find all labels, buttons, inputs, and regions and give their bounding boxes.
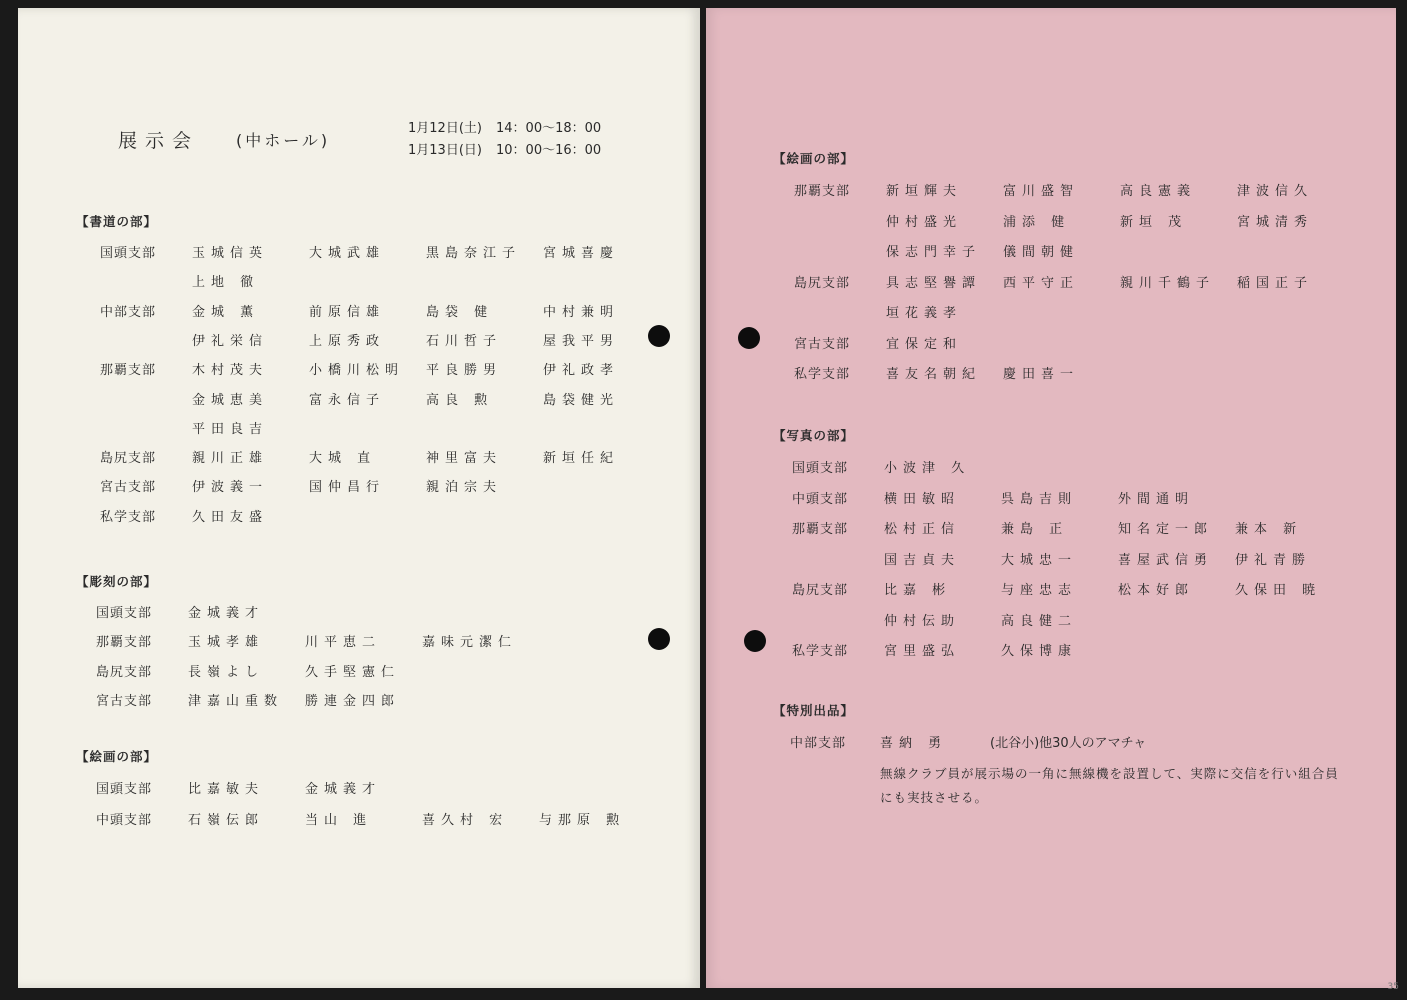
exhibitor-name: 親泊宗夫 — [426, 480, 503, 496]
exhibitor-names — [192, 301, 660, 320]
exhibitor-name: 平田良吉 — [192, 421, 269, 437]
special-note-line: にも実技させる。 — [880, 790, 989, 805]
section-heading-special: 【特別出品】 — [773, 703, 855, 718]
exhibitor-row — [96, 602, 305, 621]
exhibitor-name: 兼本 新 — [1235, 522, 1303, 537]
schedule-date: 1月12日(土) — [408, 121, 482, 136]
branch-label: 宮古支部 — [794, 336, 851, 352]
exhibitor-name: 新垣 茂 — [1120, 214, 1188, 230]
branch-label: 中頭支部 — [792, 491, 849, 507]
section-heading-calligraphy: 【書道の部】 — [76, 214, 158, 229]
exhibitor-name: 喜屋武信勇 — [1118, 552, 1214, 568]
exhibitor-name: 伊礼青勝 — [1235, 552, 1312, 568]
page-number: 35 — [1387, 982, 1399, 992]
exhibitor-row — [792, 549, 1352, 568]
exhibitor-name: 親川正雄 — [192, 451, 269, 467]
branch-label: 島尻支部 — [96, 664, 153, 680]
exhibitor-name: 喜友名朝紀 — [886, 367, 982, 382]
special-note-line: 無線クラブ員が展示場の一角に無線機を設置して、実際に交信を行い組合員 — [880, 766, 1339, 781]
exhibitor-row — [100, 242, 660, 261]
exhibitor-row — [100, 359, 660, 378]
exhibitor-name: 新垣輝夫 — [886, 184, 963, 199]
section-heading-photography: 【写真の部】 — [773, 428, 855, 443]
exhibitor-name: 浦添 健 — [1003, 214, 1071, 230]
exhibitor-names — [192, 271, 309, 290]
exhibitor-row — [100, 418, 309, 437]
exhibitor-names — [886, 333, 1003, 352]
section-heading-painting: 【絵画の部】 — [773, 151, 855, 166]
exhibitor-row — [100, 447, 660, 466]
exhibitor-names — [188, 631, 539, 650]
exhibitor-row — [100, 389, 660, 408]
exhibitor-name: 保志門幸子 — [886, 245, 982, 260]
exhibitor-name: 宜保定和 — [886, 336, 963, 352]
exhibitor-name: 外間通明 — [1118, 491, 1195, 507]
exhibitor-name: 津波信久 — [1237, 184, 1314, 199]
branch-label: 中頭支部 — [96, 812, 153, 828]
exhibitor-names — [884, 610, 1118, 629]
schedule-date: 1月13日(日) — [408, 143, 482, 158]
exhibitor-row — [792, 457, 1001, 476]
exhibitor-name: 伊礼政孝 — [543, 363, 620, 379]
exhibitor-name: 具志堅譽譚 — [886, 275, 982, 291]
page-subtitle: (中ホール) — [236, 131, 331, 150]
exhibitor-row — [792, 640, 1118, 659]
exhibitor-name: 金城義才 — [188, 606, 265, 621]
exhibitor-row — [96, 661, 422, 680]
exhibitor-name: 兼島 正 — [1001, 522, 1069, 537]
exhibitor-name: 仲村盛光 — [886, 214, 963, 230]
exhibitor-row — [792, 579, 1352, 598]
exhibitor-names — [192, 418, 309, 437]
exhibitor-name: 伊礼栄信 — [192, 333, 269, 349]
exhibitor-name: 久保田 暁 — [1235, 583, 1322, 598]
exhibitor-name: 伊波義一 — [192, 480, 269, 496]
exhibitor-name: 屋我平男 — [543, 333, 620, 349]
exhibitor-name: 宮城清秀 — [1237, 214, 1314, 230]
exhibitor-names — [884, 518, 1352, 537]
exhibitor-names — [886, 272, 1354, 291]
exhibitor-name: 西平守正 — [1003, 275, 1080, 291]
branch-label: 国頭支部 — [96, 606, 153, 621]
exhibitor-name: 新垣任紀 — [543, 451, 620, 467]
exhibitor-name: 石嶺伝郎 — [188, 812, 265, 828]
exhibitor-names — [188, 661, 422, 680]
exhibitor-row — [794, 302, 1003, 321]
exhibitor-name: 高良 勲 — [426, 392, 494, 408]
binding-hole — [744, 630, 766, 652]
exhibitor-row — [100, 476, 543, 495]
exhibitor-names — [192, 389, 660, 408]
exhibitor-name: 宮城喜慶 — [543, 246, 620, 261]
exhibitor-name: 富永信子 — [309, 392, 386, 408]
exhibitor-name: 木村茂夫 — [192, 363, 269, 379]
branch-label: 那覇支部 — [100, 363, 157, 379]
exhibitor-names — [884, 549, 1352, 568]
exhibitor-name: 久田友盛 — [192, 509, 269, 525]
exhibitor-names — [188, 690, 422, 709]
exhibitor-name: 平良勝男 — [426, 363, 503, 379]
schedule-time: 10：00〜16：00 — [496, 143, 602, 158]
exhibitor-name: 黒島奈江子 — [426, 246, 522, 261]
exhibitor-name: 比嘉 彬 — [884, 583, 952, 598]
branch-label: 那覇支部 — [794, 184, 851, 199]
exhibitor-name: 横田敏昭 — [884, 491, 961, 507]
binding-hole — [648, 628, 670, 650]
exhibitor-name: 大城 直 — [309, 451, 377, 467]
exhibitor-name: 与座忠志 — [1001, 583, 1078, 598]
branch-label: 宮古支部 — [100, 480, 157, 496]
exhibitor-name: 小波津 久 — [884, 461, 971, 476]
exhibitor-names — [188, 809, 656, 828]
exhibitor-name: 松村正信 — [884, 522, 961, 537]
schedule — [408, 118, 601, 162]
branch-label: 那覇支部 — [792, 522, 849, 537]
exhibitor-name: 高良憲義 — [1120, 184, 1197, 199]
exhibitor-row — [96, 631, 539, 650]
exhibitor-name: 上原秀政 — [309, 333, 386, 349]
exhibitor-name: 仲村伝助 — [884, 613, 961, 629]
exhibitor-names — [192, 330, 660, 349]
exhibitor-row — [100, 271, 309, 290]
exhibitor-note: (北谷小)他30人のアマチャ — [990, 736, 1147, 751]
exhibitor-name: 久保博康 — [1001, 644, 1078, 659]
exhibitor-name: 宮里盛弘 — [884, 644, 961, 659]
exhibitor-name: 金城 薫 — [192, 304, 260, 320]
branch-label: 国頭支部 — [792, 461, 849, 476]
exhibitor-name: 知名定一郎 — [1118, 522, 1214, 537]
exhibitor-name: 親川千鶴子 — [1120, 275, 1216, 291]
branch-label: 島尻支部 — [794, 275, 851, 291]
binding-hole — [738, 327, 760, 349]
exhibitor-name: 島袋 健 — [426, 304, 494, 320]
exhibitor-names — [192, 359, 660, 378]
exhibitor-name: 玉城孝雄 — [188, 635, 265, 651]
exhibitor-name: 長嶺よし — [188, 664, 265, 680]
branch-label: 私学支部 — [794, 367, 851, 382]
exhibitor-names — [884, 640, 1118, 659]
exhibitor-name: 大城武雄 — [309, 246, 386, 261]
exhibitor-names — [884, 488, 1235, 507]
branch-label: 国頭支部 — [100, 246, 157, 261]
exhibitor-name: 川平恵二 — [305, 635, 382, 651]
exhibitor-name: 小橋川松明 — [309, 363, 405, 379]
exhibitor-name: 慶田喜一 — [1003, 367, 1080, 382]
exhibitor-names — [886, 180, 1354, 199]
exhibitor-name: 国仲昌行 — [309, 480, 386, 496]
exhibitor-names — [884, 579, 1352, 598]
schedule-row — [408, 140, 601, 162]
exhibitor-name: 神里富夫 — [426, 451, 503, 467]
branch-label: 島尻支部 — [100, 451, 157, 467]
branch-label: 那覇支部 — [96, 635, 153, 651]
page-title: 展示会 — [118, 130, 200, 152]
exhibitor-name: 前原信雄 — [309, 304, 386, 320]
exhibitor-names — [886, 211, 1354, 230]
exhibitor-name: 金城義才 — [305, 782, 382, 797]
exhibitor-row — [96, 809, 656, 828]
branch-label: 中部支部 — [100, 304, 157, 320]
exhibitor-name: 喜久村 宏 — [422, 812, 509, 828]
exhibitor-name: 比嘉敏夫 — [188, 782, 265, 797]
exhibitor-name: 津嘉山重数 — [188, 693, 284, 709]
exhibitor-name: 金城恵美 — [192, 392, 269, 408]
exhibitor-row — [100, 330, 660, 349]
exhibitor-row — [794, 241, 1120, 260]
exhibitor-name: 玉城信英 — [192, 246, 269, 261]
exhibitor-names — [192, 242, 660, 261]
exhibitor-name: 上地 徹 — [192, 275, 260, 291]
exhibitor-name: 久手堅憲仁 — [305, 664, 401, 680]
exhibitor-name: 中村兼明 — [543, 304, 620, 320]
exhibitor-names — [192, 447, 660, 466]
exhibitor-name: 勝連金四郎 — [305, 693, 401, 709]
exhibitor-names — [188, 602, 305, 621]
special-entry — [790, 732, 1146, 751]
schedule-row — [408, 118, 601, 140]
exhibitor-name: 与那原 勲 — [539, 812, 626, 828]
exhibitor-names — [188, 778, 422, 797]
exhibitor-row — [100, 301, 660, 320]
branch-label: 宮古支部 — [96, 693, 153, 709]
exhibitor-row — [792, 488, 1235, 507]
exhibitor-names — [192, 476, 543, 495]
branch-label: 私学支部 — [100, 509, 157, 525]
exhibitor-row — [96, 690, 422, 709]
section-heading-painting: 【絵画の部】 — [76, 749, 158, 764]
exhibitor-name: 当山 進 — [305, 812, 373, 828]
exhibitor-name: 富川盛智 — [1003, 184, 1080, 199]
exhibitor-name: 稲国正子 — [1237, 275, 1314, 291]
exhibitor-row — [100, 506, 309, 525]
exhibitor-name: 嘉味元潔仁 — [422, 635, 518, 651]
branch-label: 国頭支部 — [96, 782, 153, 797]
section-heading-sculpture: 【彫刻の部】 — [76, 574, 158, 589]
exhibitor-name: 大城忠一 — [1001, 552, 1078, 568]
exhibitor-row — [96, 778, 422, 797]
exhibitor-row — [794, 180, 1354, 199]
exhibitor-name: 喜納 勇 — [880, 736, 948, 751]
exhibitor-name: 呉島吉則 — [1001, 491, 1078, 507]
exhibitor-name: 高良健二 — [1001, 613, 1078, 629]
exhibitor-row — [792, 610, 1118, 629]
exhibitor-names — [886, 241, 1120, 260]
exhibitor-row — [792, 518, 1352, 537]
exhibitor-row — [794, 211, 1354, 230]
exhibitor-row — [794, 363, 1120, 382]
exhibitor-names — [192, 506, 309, 525]
exhibitor-row — [794, 272, 1354, 291]
branch-label: 私学支部 — [792, 644, 849, 659]
exhibitor-names — [886, 302, 1003, 321]
branch-label: 島尻支部 — [792, 583, 849, 598]
schedule-time: 14：00〜18：00 — [496, 121, 602, 136]
exhibitor-names — [886, 363, 1120, 382]
exhibitor-name: 島袋健光 — [543, 392, 620, 408]
exhibitor-names — [884, 457, 1001, 476]
exhibitor-name: 国吉貞夫 — [884, 552, 961, 568]
exhibitor-name: 松本好郎 — [1118, 583, 1195, 598]
exhibitor-name: 石川哲子 — [426, 333, 503, 349]
exhibitor-name: 儀間朝健 — [1003, 245, 1080, 260]
branch-label: 中部支部 — [790, 736, 847, 751]
exhibitor-name: 垣花義孝 — [886, 306, 963, 321]
exhibitor-row — [794, 333, 1003, 352]
